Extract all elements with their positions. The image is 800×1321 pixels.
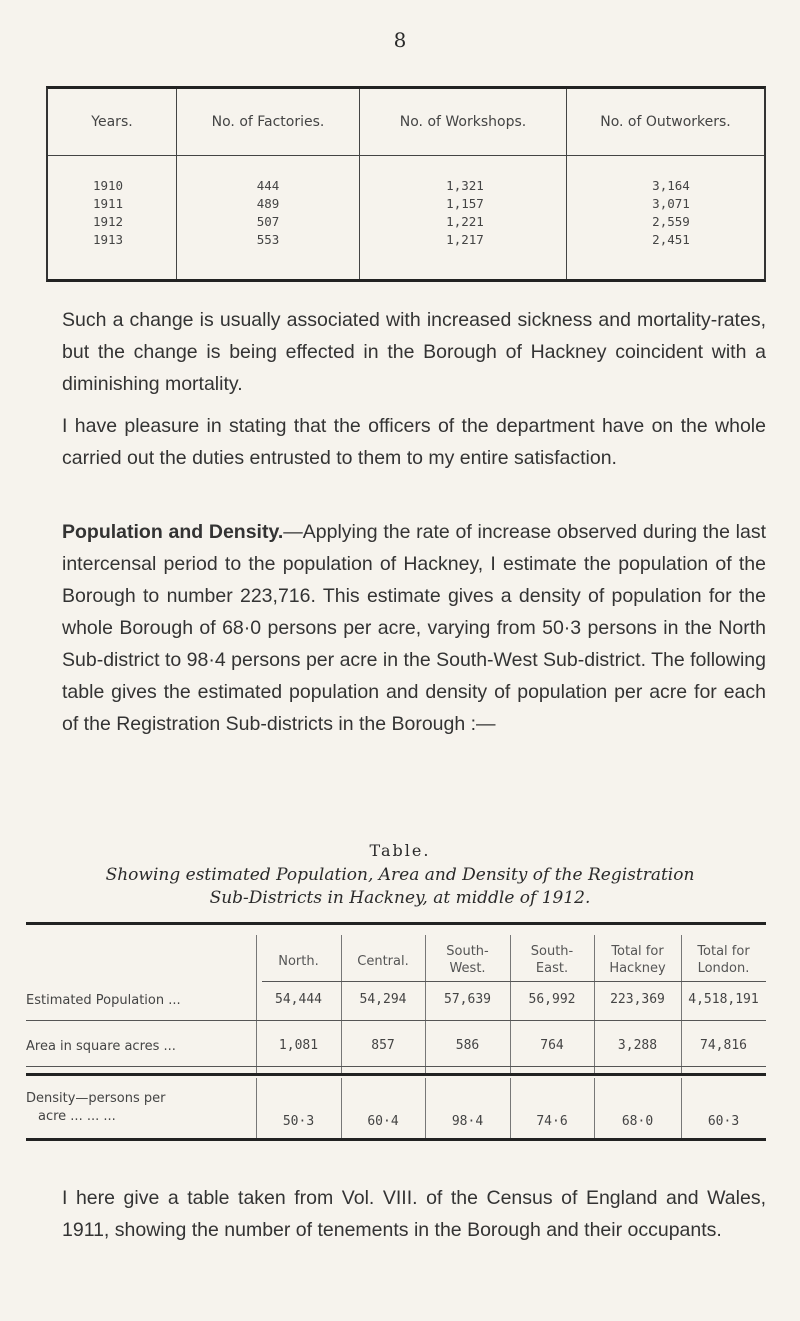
table-cell: 3,288	[617, 1038, 658, 1053]
table-cell: 60·4	[367, 1114, 399, 1129]
header-south-west	[425, 943, 510, 977]
header-central: Central.	[357, 954, 409, 969]
paragraph-population-density	[42, 516, 766, 740]
table-cell: 444	[256, 178, 280, 193]
table-cell: 1,217	[446, 232, 484, 247]
header-line: London.	[697, 961, 750, 976]
table-cell: 1,081	[278, 1038, 319, 1053]
years-column	[78, 177, 138, 249]
table-cell: 74·6	[536, 1114, 568, 1129]
header-total-london	[681, 943, 766, 977]
table-cell: 3,164	[652, 178, 690, 193]
table-cell: 223,369	[610, 992, 665, 1007]
table-cell: 4,518,191	[688, 992, 759, 1007]
section-heading: Population and Density.	[62, 521, 284, 543]
table-cell: 54,444	[275, 992, 322, 1007]
header-line: South-	[530, 944, 574, 959]
table-label: Table.	[369, 841, 431, 860]
header-outworkers: No. of Outworkers.	[600, 114, 731, 130]
table-cell: 54,294	[359, 992, 407, 1007]
paragraph-sickness	[42, 304, 766, 400]
table-cell: 74,816	[700, 1038, 747, 1053]
outworkers-column	[626, 177, 716, 249]
table-cell: 57,639	[444, 992, 491, 1007]
row-label-density	[26, 1090, 165, 1126]
header-line: Total for	[611, 944, 664, 959]
row-label-area: Area in square acres ...	[26, 1039, 176, 1054]
population-density-table	[26, 922, 766, 1076]
caption-line: Showing estimated Population, Area and Density of the Registration	[105, 865, 695, 885]
table-cell: 1,221	[446, 214, 484, 229]
header-total-hackney	[594, 943, 681, 977]
table-cell: 1912	[92, 214, 124, 229]
header-line: South-	[446, 944, 489, 959]
paragraph-text: I here give a table taken from Vol. VIII. of the Census of England and Wales, 1911, showing the number of tenements in the Borough and their occupants.	[62, 1187, 766, 1241]
table-cell: 1913	[92, 232, 124, 247]
table-cell: 1911	[92, 196, 124, 211]
paragraph-officers	[42, 410, 766, 474]
paragraph-text: —Applying the rate of increase observed during the last intercensal period to the population of Hackney, I estimate the population of the Borough to number 223,716. This estimate gives a density of population for the whole Borough of 68·0 persons per acre, varying from 50·3 persons in the North Sub-district to 98·4 persons per acre in the South-West Sub-district. The following table gives the estimated population and density of population per acre for each of the Registration Sub-districts in the Borough :—	[62, 521, 766, 735]
table-cell: 50·3	[282, 1114, 315, 1129]
row-label-population: Estimated Population ...	[26, 993, 181, 1008]
paragraph-census	[42, 1182, 766, 1246]
header-line: Total for	[697, 944, 750, 959]
table-cell: 1,157	[446, 196, 484, 211]
table-cell: 1910	[92, 178, 124, 193]
table-caption	[0, 864, 800, 910]
paragraph-text: Such a change is usually associated with increased sickness and mortality-rates, but the change is being effected in the Borough of Hackney coincident with a diminishing mortality.	[62, 309, 766, 395]
header-line: East.	[535, 961, 569, 976]
caption-line: Sub-Districts in Hackney, at middle of 1912.	[209, 888, 591, 908]
table-cell: 507	[256, 214, 280, 229]
table-cell: 98·4	[451, 1114, 484, 1129]
header-line: Hackney	[609, 961, 666, 976]
header-workshops: No. of Workshops.	[399, 114, 527, 130]
factories-column	[228, 177, 308, 249]
table-cell: 56,992	[528, 992, 576, 1007]
table-cell: 586	[455, 1038, 480, 1053]
table-cell: 2,451	[652, 232, 690, 247]
table-cell: 489	[256, 196, 280, 211]
table-cell: 1,321	[446, 178, 484, 193]
table-cell: 857	[371, 1038, 395, 1053]
header-south-east	[510, 943, 594, 977]
table-cell: 60·3	[707, 1114, 740, 1129]
paragraph-text: I have pleasure in stating that the officers of the department have on the whole carried out the duties entrusted to them to my entire satisfaction.	[62, 415, 766, 469]
header-north: North.	[278, 954, 319, 969]
table-cell: 764	[540, 1038, 564, 1053]
label-line: Density—persons per	[26, 1091, 166, 1106]
label-line: acre ... ... ...	[38, 1109, 116, 1124]
density-row	[26, 1078, 766, 1141]
header-factories: No. of Factories.	[211, 114, 325, 130]
table-cell: 2,559	[652, 214, 690, 229]
header-years: Years.	[91, 114, 133, 130]
table-cell: 3,071	[652, 196, 690, 211]
table-cell: 553	[256, 232, 280, 247]
factories-workshops-table	[46, 86, 766, 282]
header-line: West.	[449, 961, 486, 976]
page-number: 8	[393, 28, 407, 52]
workshops-column	[420, 177, 510, 249]
table-cell: 68·0	[621, 1114, 654, 1129]
